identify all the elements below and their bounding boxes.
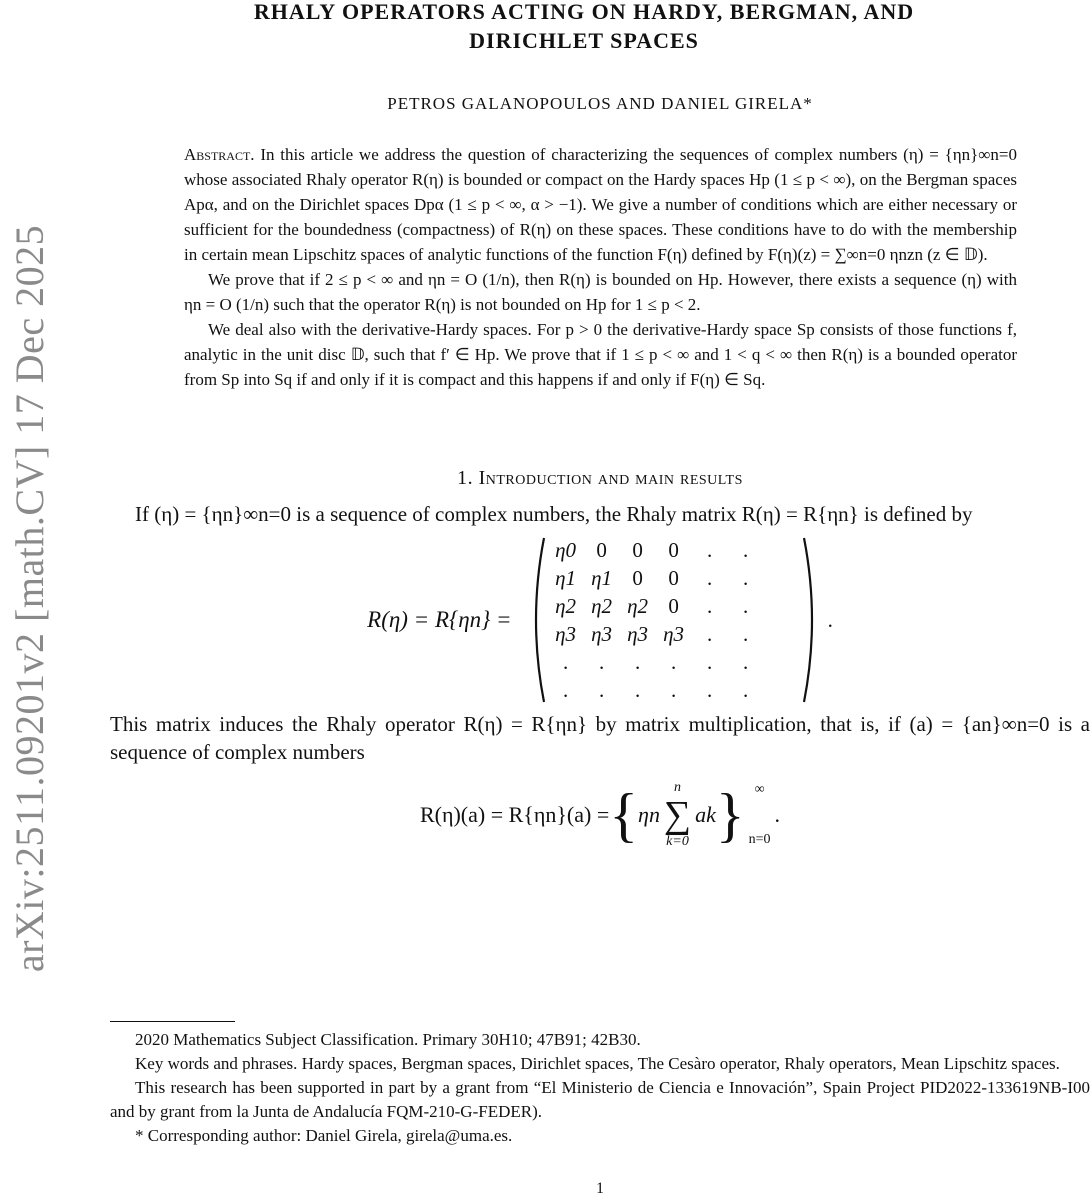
body-paragraph-1: If (η) = {ηn}∞n=0 is a sequence of complex numbers, the Rhaly matrix R(η) = R{ηn} is defined by xyxy=(135,502,973,526)
paper-page xyxy=(110,0,1090,1196)
arxiv-identifier: arXiv:2511.09201v2 [math.CV] 17 Dec 2025 xyxy=(7,224,53,972)
formula-lhs: R(η)(a) = R{ηn}(a) = xyxy=(419,802,610,827)
sum-symbol xyxy=(664,780,691,850)
matrix-cell: . xyxy=(706,650,713,674)
matrix-cell: . xyxy=(742,622,749,646)
authors: PETROS GALANOPOULOS AND DANIEL GIRELA* xyxy=(387,94,813,113)
matrix-cell: . xyxy=(598,678,605,702)
sigma-icon: ∑ xyxy=(663,794,692,836)
matrix-cell: . xyxy=(598,650,605,674)
matrix-cell: . xyxy=(562,678,569,702)
matrix-cell: η0 xyxy=(555,538,577,562)
footnote-rule xyxy=(110,1021,235,1022)
matrix-cell: 0 xyxy=(668,594,679,618)
matrix-lhs: R(η) = R{ηn} = xyxy=(367,607,512,632)
matrix-cell: η1 xyxy=(555,566,577,590)
matrix-cell: η2 xyxy=(555,594,577,618)
matrix-cell: η2 xyxy=(627,594,649,618)
matrix-cell: . xyxy=(742,594,749,618)
matrix-cell: η3 xyxy=(663,622,685,646)
matrix-cell: . xyxy=(742,678,749,702)
right-paren xyxy=(800,536,822,704)
matrix-cell: . xyxy=(634,650,641,674)
footnote-support: This research has been supported in part by a grant from “El Ministerio de Ciencia e Innovación”, Spain Project PID2022-133619NB-I00 and by grant from la Junta de Andalucía FQM-210-G-FEDER). xyxy=(110,1078,1090,1121)
body-text xyxy=(110,500,1090,862)
matrix-cell: 0 xyxy=(632,566,643,590)
right-brace: } xyxy=(715,782,745,848)
abstract xyxy=(184,142,1017,392)
abstract-paragraph-1 xyxy=(184,142,1017,267)
matrix-cell: . xyxy=(742,538,749,562)
matrix-cell: η3 xyxy=(591,622,613,646)
matrix-cell: . xyxy=(634,678,641,702)
sum-bottom: k=0 xyxy=(666,834,689,849)
matrix-cell: . xyxy=(706,566,713,590)
abstract-paragraph-2: We prove that if 2 ≤ p < ∞ and ηn = O (1/n), then R(η) is bounded on Hp. However, there exists a sequence (η) with ηn = O (1/n) such that the operator R(η) is not bounded on Hp for 1 ≤ p < 2. xyxy=(184,270,1017,314)
matrix-cell: 0 xyxy=(632,538,643,562)
sequence-limits xyxy=(749,782,771,848)
matrix-cell: . xyxy=(670,678,677,702)
formula-term: ηn xyxy=(638,802,660,827)
abstract-label: Abstract. xyxy=(184,145,255,164)
matrix-cell: 0 xyxy=(596,538,607,562)
abstract-paragraph-3: We deal also with the derivative-Hardy spaces. For p > 0 the derivative-Hardy space Sp consists of those functions f, analytic in the unit disc 𝔻, such that f′ ∈ Hp. We prove that if 1 ≤ p < ∞ and 1 < q < ∞ then R(η) is a bounded operator from Sp into Sq if and only if it is compact and this happens if and only if F(η) ∈ Sq. xyxy=(184,320,1017,389)
matrix-cell: 0 xyxy=(668,566,679,590)
matrix-cell: . xyxy=(706,594,713,618)
matrix-cell: η3 xyxy=(627,622,649,646)
rhaly-matrix-equation xyxy=(110,534,1090,706)
formula-end: . xyxy=(774,802,781,827)
matrix-cell: 0 xyxy=(668,538,679,562)
page-number: 1 xyxy=(596,1180,604,1197)
title-line-1: RHALY OPERATORS ACTING ON HARDY, BERGMAN, AND xyxy=(253,0,915,24)
matrix-cell: . xyxy=(706,538,713,562)
matrix-cell: . xyxy=(706,678,713,702)
matrix-cell: . xyxy=(562,650,569,674)
left-paren xyxy=(526,536,548,704)
arxiv-sidebar xyxy=(0,0,60,1196)
section-heading xyxy=(110,467,1090,490)
formula-summand: ak xyxy=(695,802,716,827)
footnotes xyxy=(110,1021,1090,1148)
matrix-cell: . xyxy=(670,650,677,674)
matrix-end: . xyxy=(827,608,833,632)
matrix-cell: η1 xyxy=(591,566,613,590)
matrix-cell: η3 xyxy=(555,622,577,646)
formula-sub: n=0 xyxy=(748,832,771,847)
left-brace: { xyxy=(609,782,639,848)
matrix-cell: η2 xyxy=(591,594,613,618)
footnote-corresponding: * Corresponding author: Daniel Girela, girela@uma.es. xyxy=(135,1126,513,1145)
paper-title xyxy=(110,0,1090,55)
title-line-2: DIRICHLET SPACES xyxy=(469,28,699,53)
matrix-cell: . xyxy=(742,566,749,590)
abstract-text-1: In this article we address the question of characterizing the sequences of complex numbers (η) = {ηn}∞n=0 whose associated Rhaly operator R(η) is bounded or compact on the Hardy spaces Hp (1 ≤ p < ∞), on the Bergman spaces Apα, and on the Dirichlet spaces Dpα (1 ≤ p < ∞, α > −1). We give a number of conditions which are either necessary or sufficient for the boundedness (compactness) of R(η) on these spaces. These conditions have to do with the membership in certain mean Lipschitz spaces of analytic functions of the function F(η) defined by F(η)(z) = ∑∞n=0 ηnzn (z ∈ 𝔻). xyxy=(184,145,1017,264)
matrix-cell: . xyxy=(742,650,749,674)
rhaly-operator-formula xyxy=(110,768,1090,862)
footnote-msc: 2020 Mathematics Subject Classification. Primary 30H10; 47B91; 42B30. xyxy=(135,1030,641,1049)
rhaly-matrix xyxy=(548,536,800,704)
footnote-keywords: Key words and phrases. Hardy spaces, Bergman spaces, Dirichlet spaces, The Cesàro operator, Rhaly operators, Mean Lipschitz spaces. xyxy=(135,1054,1060,1073)
matrix-cell: . xyxy=(706,622,713,646)
formula-sup: ∞ xyxy=(754,782,765,797)
body-paragraph-2: This matrix induces the Rhaly operator R(η) = R{ηn} by matrix multiplication, that is, if (a) = {an}∞n=0 is a sequence of complex numbers xyxy=(110,712,1090,764)
section-title: 1. Introduction and main results xyxy=(457,467,743,489)
sum-top: n xyxy=(674,780,682,795)
